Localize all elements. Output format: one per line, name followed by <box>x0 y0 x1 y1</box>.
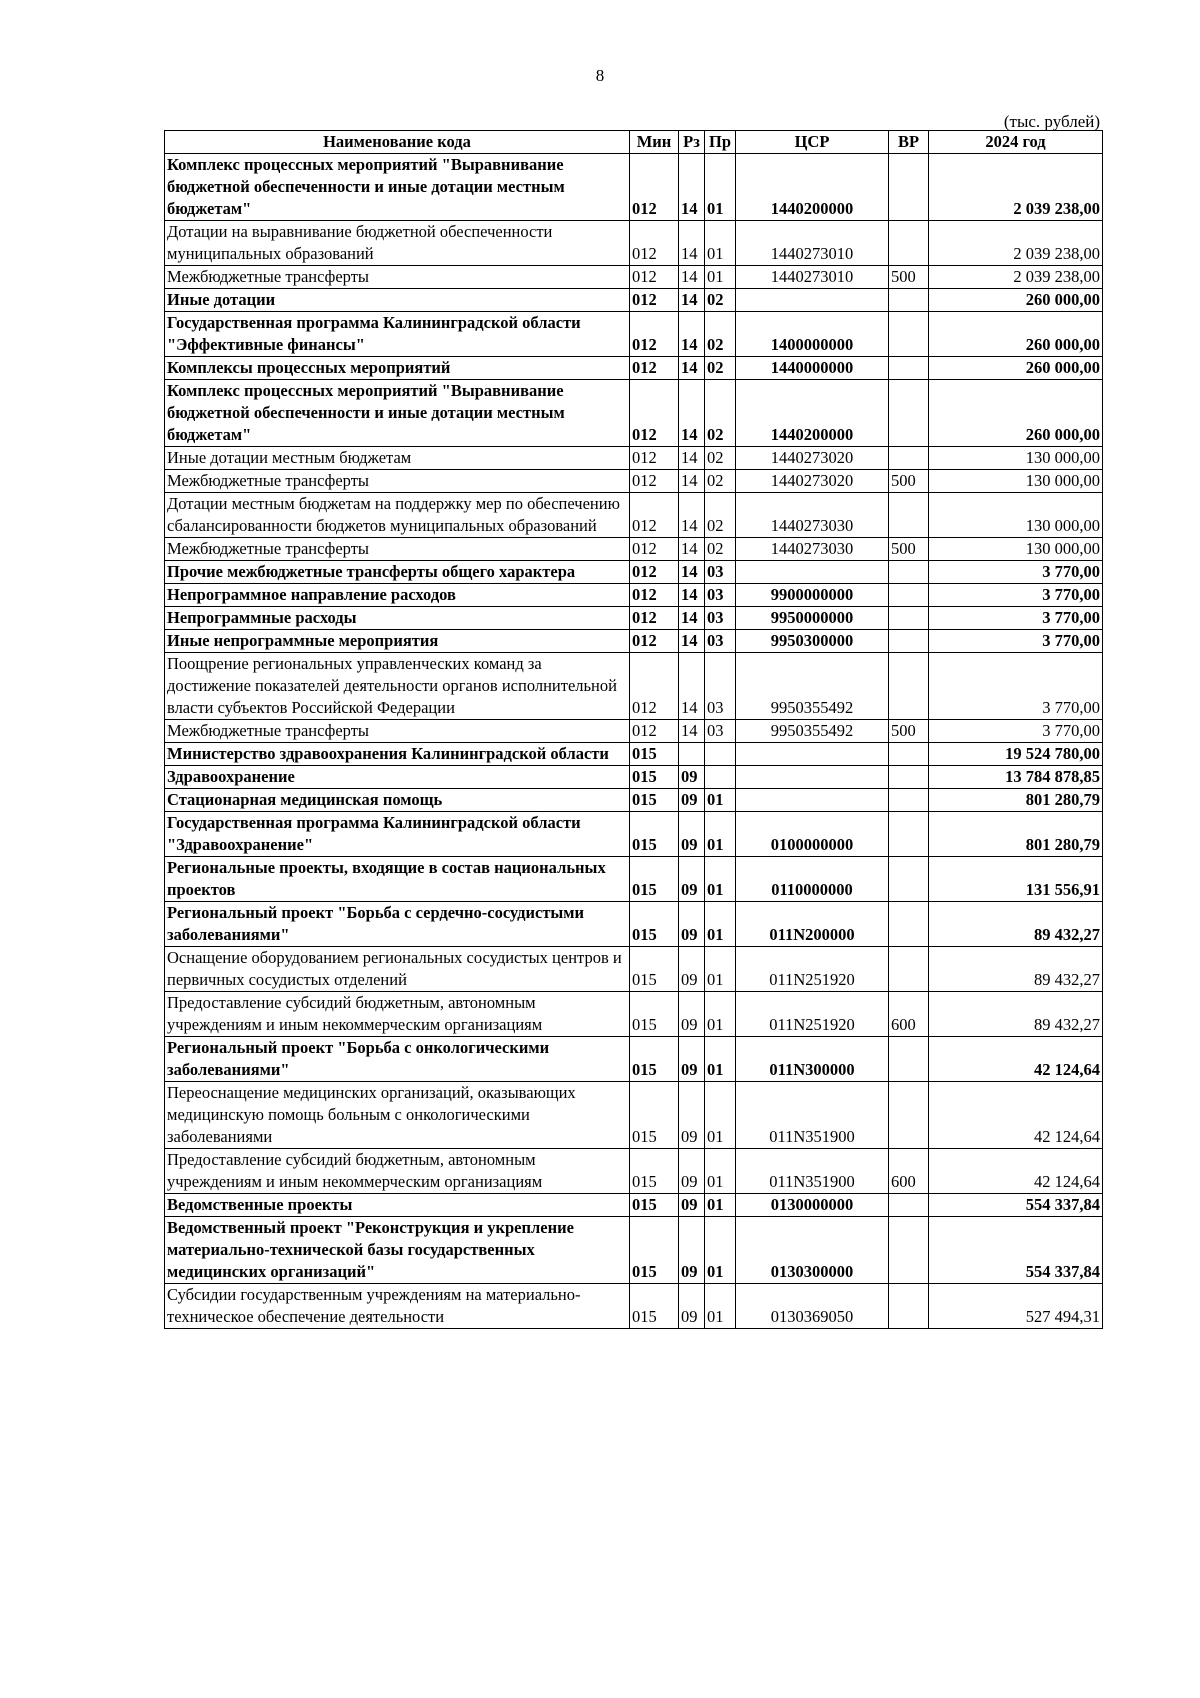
row-rz: 14 <box>679 607 705 630</box>
row-pr: 01 <box>705 1149 736 1194</box>
row-pr: 02 <box>705 470 736 493</box>
row-csr <box>736 789 889 812</box>
table-row <box>165 812 1103 857</box>
row-rz: 09 <box>679 1284 705 1329</box>
row-name: Межбюджетные трансферты <box>165 720 630 743</box>
row-amount: 801 280,79 <box>929 812 1103 857</box>
row-amount: 260 000,00 <box>929 289 1103 312</box>
row-pr: 01 <box>705 789 736 812</box>
row-csr: 011N351900 <box>736 1082 889 1149</box>
row-rz: 09 <box>679 902 705 947</box>
row-vr <box>889 789 929 812</box>
row-name: Непрограммное направление расходов <box>165 584 630 607</box>
row-pr: 01 <box>705 221 736 266</box>
row-vr <box>889 357 929 380</box>
table-row <box>165 653 1103 720</box>
header-name: Наименование кода <box>165 131 630 154</box>
table-row <box>165 1082 1103 1149</box>
row-amount: 131 556,91 <box>929 857 1103 902</box>
row-amount: 3 770,00 <box>929 607 1103 630</box>
row-rz: 14 <box>679 584 705 607</box>
row-vr <box>889 812 929 857</box>
row-vr: 600 <box>889 1149 929 1194</box>
budget-table <box>164 130 1103 1329</box>
row-rz <box>679 743 705 766</box>
row-amount: 3 770,00 <box>929 561 1103 584</box>
row-pr: 02 <box>705 289 736 312</box>
row-pr: 01 <box>705 1082 736 1149</box>
row-rz: 14 <box>679 720 705 743</box>
row-amount: 13 784 878,85 <box>929 766 1103 789</box>
row-csr: 0130369050 <box>736 1284 889 1329</box>
row-rz: 09 <box>679 1149 705 1194</box>
row-min: 015 <box>630 1194 679 1217</box>
row-name: Межбюджетные трансферты <box>165 538 630 561</box>
row-min: 012 <box>630 584 679 607</box>
row-name: Дотации на выравнивание бюджетной обеспеченности муниципальных образований <box>165 221 630 266</box>
table-row <box>165 630 1103 653</box>
row-rz: 09 <box>679 1037 705 1082</box>
row-csr: 9900000000 <box>736 584 889 607</box>
table-row <box>165 538 1103 561</box>
row-pr: 03 <box>705 561 736 584</box>
page-number: 8 <box>595 66 605 85</box>
header-amount: 2024 год <box>929 131 1103 154</box>
row-csr: 011N300000 <box>736 1037 889 1082</box>
header-rz: Рз <box>679 131 705 154</box>
row-pr: 01 <box>705 947 736 992</box>
row-amount: 89 432,27 <box>929 947 1103 992</box>
row-amount: 130 000,00 <box>929 538 1103 561</box>
row-pr: 01 <box>705 902 736 947</box>
table-row <box>165 992 1103 1037</box>
row-amount: 2 039 238,00 <box>929 221 1103 266</box>
row-name: Стационарная медицинская помощь <box>165 789 630 812</box>
row-vr <box>889 902 929 947</box>
row-csr: 1440273020 <box>736 470 889 493</box>
row-amount: 2 039 238,00 <box>929 266 1103 289</box>
table-row <box>165 154 1103 221</box>
row-min: 012 <box>630 470 679 493</box>
row-amount: 130 000,00 <box>929 447 1103 470</box>
row-csr: 1440273030 <box>736 538 889 561</box>
row-name: Межбюджетные трансферты <box>165 266 630 289</box>
row-pr: 02 <box>705 357 736 380</box>
row-min: 012 <box>630 720 679 743</box>
row-vr <box>889 289 929 312</box>
table-row <box>165 947 1103 992</box>
row-vr <box>889 1284 929 1329</box>
table-row <box>165 1149 1103 1194</box>
header-pr: Пр <box>705 131 736 154</box>
row-vr <box>889 607 929 630</box>
row-amount: 260 000,00 <box>929 312 1103 357</box>
row-name: Министерство здравоохранения Калининградской области <box>165 743 630 766</box>
row-min: 015 <box>630 902 679 947</box>
row-amount: 3 770,00 <box>929 584 1103 607</box>
row-amount: 260 000,00 <box>929 380 1103 447</box>
row-csr <box>736 766 889 789</box>
row-name: Оснащение оборудованием региональных сосудистых центров и первичных сосудистых отделений <box>165 947 630 992</box>
header-min: Мин <box>630 131 679 154</box>
row-amount: 260 000,00 <box>929 357 1103 380</box>
row-vr <box>889 312 929 357</box>
row-rz: 09 <box>679 1217 705 1284</box>
row-csr: 0130300000 <box>736 1217 889 1284</box>
row-amount: 42 124,64 <box>929 1082 1103 1149</box>
row-amount: 3 770,00 <box>929 630 1103 653</box>
row-rz: 09 <box>679 766 705 789</box>
row-csr <box>736 289 889 312</box>
row-name: Поощрение региональных управленческих команд за достижение показателей деятельности органов исполнительной власти субъектов Российской Федерации <box>165 653 630 720</box>
row-pr: 01 <box>705 1194 736 1217</box>
row-name: Региональный проект "Борьба с сердечно-сосудистыми заболеваниями" <box>165 902 630 947</box>
table-row <box>165 1037 1103 1082</box>
row-name: Государственная программа Калининградской области "Эффективные финансы" <box>165 312 630 357</box>
table-body <box>165 154 1103 1329</box>
row-pr: 03 <box>705 607 736 630</box>
row-rz: 14 <box>679 380 705 447</box>
row-name: Ведомственный проект "Реконструкция и укрепление материально-технической базы государственных медицинских организаций" <box>165 1217 630 1284</box>
table-row <box>165 221 1103 266</box>
row-pr: 01 <box>705 1217 736 1284</box>
row-vr: 500 <box>889 470 929 493</box>
row-pr: 02 <box>705 447 736 470</box>
row-pr: 01 <box>705 1037 736 1082</box>
row-vr <box>889 1217 929 1284</box>
row-min: 015 <box>630 1082 679 1149</box>
row-pr: 02 <box>705 538 736 561</box>
row-amount: 42 124,64 <box>929 1037 1103 1082</box>
row-pr: 03 <box>705 630 736 653</box>
row-min: 012 <box>630 154 679 221</box>
row-vr <box>889 447 929 470</box>
units-label: (тыс. рублей) <box>1003 112 1100 131</box>
row-vr <box>889 1194 929 1217</box>
row-name: Ведомственные проекты <box>165 1194 630 1217</box>
row-csr: 1440200000 <box>736 380 889 447</box>
row-min: 012 <box>630 561 679 584</box>
row-vr <box>889 743 929 766</box>
row-rz: 09 <box>679 1082 705 1149</box>
row-name: Комплекс процессных мероприятий "Выравнивание бюджетной обеспеченности и иные дотации местным бюджетам" <box>165 154 630 221</box>
row-pr <box>705 766 736 789</box>
row-name: Комплексы процессных мероприятий <box>165 357 630 380</box>
row-min: 015 <box>630 857 679 902</box>
row-pr: 01 <box>705 992 736 1037</box>
row-vr: 500 <box>889 266 929 289</box>
row-min: 012 <box>630 266 679 289</box>
row-amount: 130 000,00 <box>929 493 1103 538</box>
row-rz: 14 <box>679 221 705 266</box>
row-amount: 130 000,00 <box>929 470 1103 493</box>
row-min: 012 <box>630 380 679 447</box>
row-name: Государственная программа Калининградской области "Здравоохранение" <box>165 812 630 857</box>
row-vr <box>889 380 929 447</box>
row-amount: 3 770,00 <box>929 720 1103 743</box>
row-pr: 02 <box>705 493 736 538</box>
table-row <box>165 312 1103 357</box>
row-min: 012 <box>630 493 679 538</box>
row-amount: 554 337,84 <box>929 1194 1103 1217</box>
row-vr <box>889 630 929 653</box>
row-name: Комплекс процессных мероприятий "Выравнивание бюджетной обеспеченности и иные дотации местным бюджетам" <box>165 380 630 447</box>
row-min: 012 <box>630 221 679 266</box>
row-pr: 01 <box>705 1284 736 1329</box>
table-row <box>165 766 1103 789</box>
table-row <box>165 493 1103 538</box>
table-row <box>165 789 1103 812</box>
row-csr: 011N351900 <box>736 1149 889 1194</box>
table-row <box>165 857 1103 902</box>
row-csr: 9950355492 <box>736 653 889 720</box>
row-min: 012 <box>630 289 679 312</box>
row-pr: 03 <box>705 720 736 743</box>
row-csr: 0130000000 <box>736 1194 889 1217</box>
row-amount: 801 280,79 <box>929 789 1103 812</box>
row-amount: 2 039 238,00 <box>929 154 1103 221</box>
row-csr <box>736 561 889 584</box>
row-csr: 1440273010 <box>736 221 889 266</box>
row-pr: 02 <box>705 380 736 447</box>
row-min: 015 <box>630 789 679 812</box>
row-min: 015 <box>630 812 679 857</box>
row-rz: 14 <box>679 266 705 289</box>
row-csr: 011N251920 <box>736 947 889 992</box>
row-csr: 1440000000 <box>736 357 889 380</box>
row-min: 012 <box>630 630 679 653</box>
row-vr <box>889 561 929 584</box>
row-min: 015 <box>630 992 679 1037</box>
row-pr <box>705 743 736 766</box>
row-min: 015 <box>630 743 679 766</box>
table-row <box>165 584 1103 607</box>
row-csr: 9950000000 <box>736 607 889 630</box>
row-amount: 527 494,31 <box>929 1284 1103 1329</box>
row-min: 015 <box>630 766 679 789</box>
row-rz: 09 <box>679 992 705 1037</box>
table-row <box>165 289 1103 312</box>
row-name: Региональный проект "Борьба с онкологическими заболеваниями" <box>165 1037 630 1082</box>
row-min: 015 <box>630 1217 679 1284</box>
row-vr <box>889 1082 929 1149</box>
table-row <box>165 470 1103 493</box>
row-rz: 14 <box>679 493 705 538</box>
row-csr: 011N200000 <box>736 902 889 947</box>
row-csr: 011N251920 <box>736 992 889 1037</box>
table-row <box>165 1284 1103 1329</box>
row-min: 015 <box>630 1149 679 1194</box>
row-vr: 500 <box>889 720 929 743</box>
row-name: Иные дотации местным бюджетам <box>165 447 630 470</box>
table-row <box>165 902 1103 947</box>
row-vr <box>889 584 929 607</box>
row-min: 012 <box>630 312 679 357</box>
row-min: 012 <box>630 447 679 470</box>
row-csr: 1440200000 <box>736 154 889 221</box>
table-header-row <box>165 131 1103 154</box>
row-csr: 0100000000 <box>736 812 889 857</box>
row-rz: 09 <box>679 947 705 992</box>
header-csr: ЦСР <box>736 131 889 154</box>
row-rz: 14 <box>679 154 705 221</box>
row-pr: 01 <box>705 812 736 857</box>
row-name: Прочие межбюджетные трансферты общего характера <box>165 561 630 584</box>
row-min: 015 <box>630 947 679 992</box>
row-vr: 500 <box>889 538 929 561</box>
row-vr <box>889 766 929 789</box>
row-rz: 14 <box>679 312 705 357</box>
row-rz: 14 <box>679 289 705 312</box>
row-vr <box>889 154 929 221</box>
row-min: 015 <box>630 1284 679 1329</box>
table-row <box>165 607 1103 630</box>
row-csr: 9950355492 <box>736 720 889 743</box>
row-name: Межбюджетные трансферты <box>165 470 630 493</box>
row-rz: 14 <box>679 538 705 561</box>
row-csr: 1440273020 <box>736 447 889 470</box>
row-rz: 14 <box>679 470 705 493</box>
row-amount: 42 124,64 <box>929 1149 1103 1194</box>
row-rz: 09 <box>679 789 705 812</box>
row-csr: 1440273030 <box>736 493 889 538</box>
row-csr: 1440273010 <box>736 266 889 289</box>
row-name: Иные дотации <box>165 289 630 312</box>
table-row <box>165 720 1103 743</box>
row-rz: 14 <box>679 447 705 470</box>
row-name: Непрограммные расходы <box>165 607 630 630</box>
row-name: Региональные проекты, входящие в состав национальных проектов <box>165 857 630 902</box>
row-vr: 600 <box>889 992 929 1037</box>
row-csr <box>736 743 889 766</box>
table-row <box>165 357 1103 380</box>
row-rz: 09 <box>679 857 705 902</box>
row-csr: 1400000000 <box>736 312 889 357</box>
row-rz: 09 <box>679 812 705 857</box>
table-row <box>165 266 1103 289</box>
row-rz: 09 <box>679 1194 705 1217</box>
row-csr: 9950300000 <box>736 630 889 653</box>
row-min: 012 <box>630 653 679 720</box>
header-vr: ВР <box>889 131 929 154</box>
row-vr <box>889 947 929 992</box>
row-min: 015 <box>630 1037 679 1082</box>
table-row <box>165 1217 1103 1284</box>
row-rz: 14 <box>679 357 705 380</box>
row-rz: 14 <box>679 653 705 720</box>
row-vr <box>889 653 929 720</box>
row-pr: 03 <box>705 584 736 607</box>
row-vr <box>889 221 929 266</box>
row-name: Предоставление субсидий бюджетным, автономным учреждениям и иным некоммерческим организациям <box>165 1149 630 1194</box>
row-name: Дотации местным бюджетам на поддержку мер по обеспечению сбалансированности бюджетов муниципальных образований <box>165 493 630 538</box>
table-row <box>165 561 1103 584</box>
row-amount: 3 770,00 <box>929 653 1103 720</box>
row-pr: 03 <box>705 653 736 720</box>
table-row <box>165 743 1103 766</box>
row-vr <box>889 1037 929 1082</box>
row-amount: 89 432,27 <box>929 902 1103 947</box>
row-min: 012 <box>630 357 679 380</box>
row-amount: 19 524 780,00 <box>929 743 1103 766</box>
row-name: Субсидии государственным учреждениям на материально-техническое обеспечение деятельности <box>165 1284 630 1329</box>
row-min: 012 <box>630 538 679 561</box>
row-pr: 02 <box>705 312 736 357</box>
table-row <box>165 380 1103 447</box>
row-amount: 554 337,84 <box>929 1217 1103 1284</box>
row-name: Переоснащение медицинских организаций, оказывающих медицинскую помощь больным с онкологическими заболеваниями <box>165 1082 630 1149</box>
table-row <box>165 447 1103 470</box>
row-name: Иные непрограммные мероприятия <box>165 630 630 653</box>
row-amount: 89 432,27 <box>929 992 1103 1037</box>
row-vr <box>889 857 929 902</box>
table-row <box>165 1194 1103 1217</box>
row-min: 012 <box>630 607 679 630</box>
row-pr: 01 <box>705 266 736 289</box>
row-pr: 01 <box>705 857 736 902</box>
row-rz: 14 <box>679 561 705 584</box>
row-rz: 14 <box>679 630 705 653</box>
row-name: Предоставление субсидий бюджетным, автономным учреждениям и иным некоммерческим организациям <box>165 992 630 1037</box>
row-pr: 01 <box>705 154 736 221</box>
row-name: Здравоохранение <box>165 766 630 789</box>
row-vr <box>889 493 929 538</box>
row-csr: 0110000000 <box>736 857 889 902</box>
